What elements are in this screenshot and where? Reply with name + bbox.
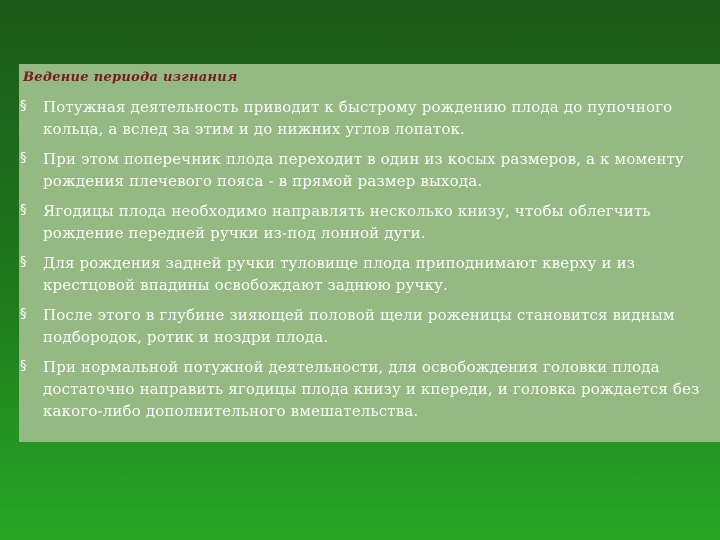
bullet-text: Ягодицы плода необходимо направлять несколько книзу, чтобы облегчить рождение передней ручки из-под лонной дуги.: [43, 202, 651, 242]
bullet-text: После этого в глубине зияющей половой щели роженицы становится видным подбородок, ротик и ноздри плода.: [43, 306, 675, 346]
section-sign-icon: §: [20, 99, 27, 114]
bullet-item: [20, 252, 712, 296]
section-sign-icon: §: [20, 151, 27, 166]
bullet-item: [20, 356, 712, 422]
bullet-item: [20, 148, 712, 192]
bullet-text: Потужная деятельность приводит к быстрому рождению плода до пупочного кольца, а вслед за этим и до нижних углов лопаток.: [43, 98, 673, 138]
bullet-text: При этом поперечник плода переходит в один из косых размеров, а к моменту рождения плечевого пояса - в прямой размер выхода.: [43, 150, 684, 190]
section-sign-icon: §: [20, 203, 27, 218]
slide-heading: Ведение периода изгнания: [23, 70, 238, 85]
bullet-list: [20, 96, 712, 430]
bullet-item: [20, 200, 712, 244]
bullet-item: [20, 96, 712, 140]
bullet-text: Для рождения задней ручки туловище плода приподнимают кверху и из крестцовой впадины освобождают заднюю ручку.: [43, 254, 636, 294]
section-sign-icon: §: [20, 359, 27, 374]
bullet-text: При нормальной потужной деятельности, для освобождения головки плода достаточно направить ягодицы плода книзу и кпереди, и головка рождается без какого-либо дополнительного вмешательства.: [43, 358, 700, 420]
bullet-item: [20, 304, 712, 348]
section-sign-icon: §: [20, 255, 27, 270]
section-sign-icon: §: [20, 307, 27, 322]
